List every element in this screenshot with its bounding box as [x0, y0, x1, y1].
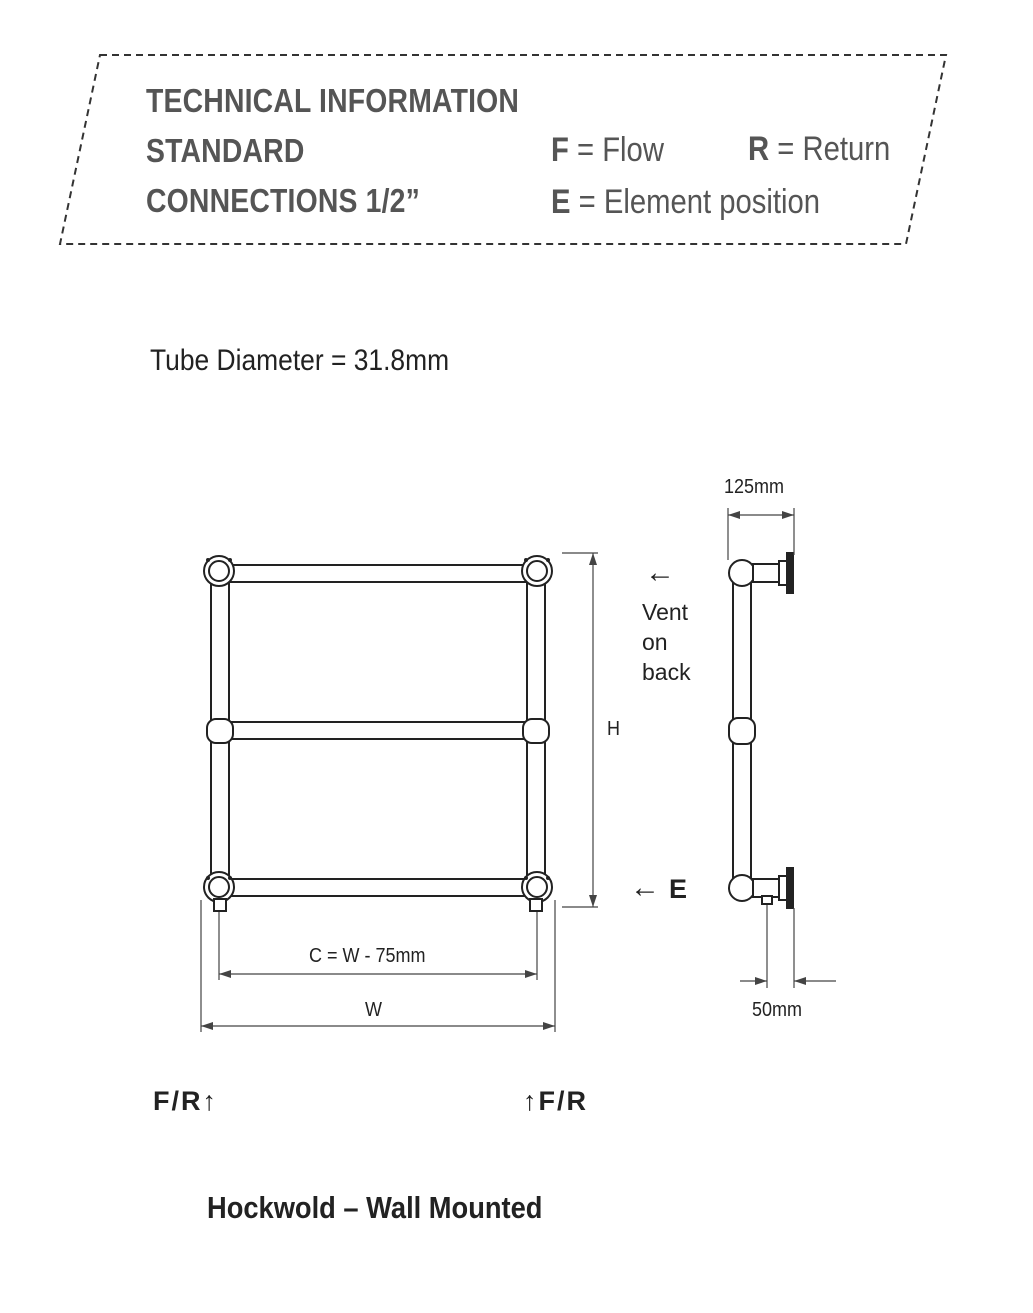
- top-wall-plate: [787, 553, 793, 593]
- bottom-wall-plate: [787, 868, 793, 908]
- legend-return-text: = Return: [777, 130, 891, 168]
- width-label: W: [365, 999, 383, 1021]
- right-connection-label: ↑F/R: [523, 1086, 588, 1116]
- legend-return-key: R: [748, 130, 770, 168]
- bottom-bar: [229, 879, 527, 896]
- middle-left-joint: [207, 719, 233, 743]
- legend-flow: [551, 131, 664, 170]
- legend-element: [551, 183, 820, 222]
- depth-dimension: [728, 508, 794, 560]
- element-arrow-icon: ←: [630, 871, 660, 904]
- vent-line-1: Vent: [642, 599, 689, 625]
- side-view-rail: [729, 553, 793, 908]
- vent-line-3: back: [642, 659, 691, 685]
- offset-label: 50mm: [752, 999, 803, 1021]
- right-valve: [530, 899, 542, 911]
- legend-flow-key: F: [551, 131, 569, 169]
- side-bottom-joint: [729, 875, 755, 901]
- left-connection-label: F/R↑: [153, 1086, 218, 1116]
- offset-dimension: [740, 905, 836, 988]
- legend-return: [748, 130, 890, 169]
- legend-element-text: = Element position: [578, 183, 821, 221]
- side-valve: [762, 896, 772, 904]
- height-dimension: [562, 553, 598, 907]
- header-connections: CONNECTIONS 1/2”: [146, 182, 420, 219]
- header-title: TECHNICAL INFORMATION: [146, 82, 520, 119]
- side-middle-joint: [729, 718, 755, 744]
- height-label: H: [607, 718, 621, 740]
- side-top-joint: [729, 560, 755, 586]
- tube-diameter-label: Tube Diameter = 31.8mm: [150, 344, 450, 377]
- header-standard: STANDARD: [146, 132, 305, 169]
- top-bar: [229, 565, 527, 582]
- middle-right-joint: [523, 719, 549, 743]
- vent-arrow-icon: ←: [645, 556, 675, 589]
- depth-label: 125mm: [724, 476, 785, 498]
- left-valve: [214, 899, 226, 911]
- front-view-rail: [204, 556, 552, 911]
- legend-flow-text: = Flow: [577, 131, 664, 169]
- element-label: E: [669, 874, 688, 904]
- vent-note: [642, 597, 691, 687]
- product-title: Hockwold – Wall Mounted: [207, 1190, 543, 1225]
- vent-line-2: on: [642, 629, 668, 655]
- centres-label: C = W - 75mm: [309, 945, 426, 967]
- legend-element-key: E: [551, 183, 571, 221]
- middle-bar: [229, 722, 527, 739]
